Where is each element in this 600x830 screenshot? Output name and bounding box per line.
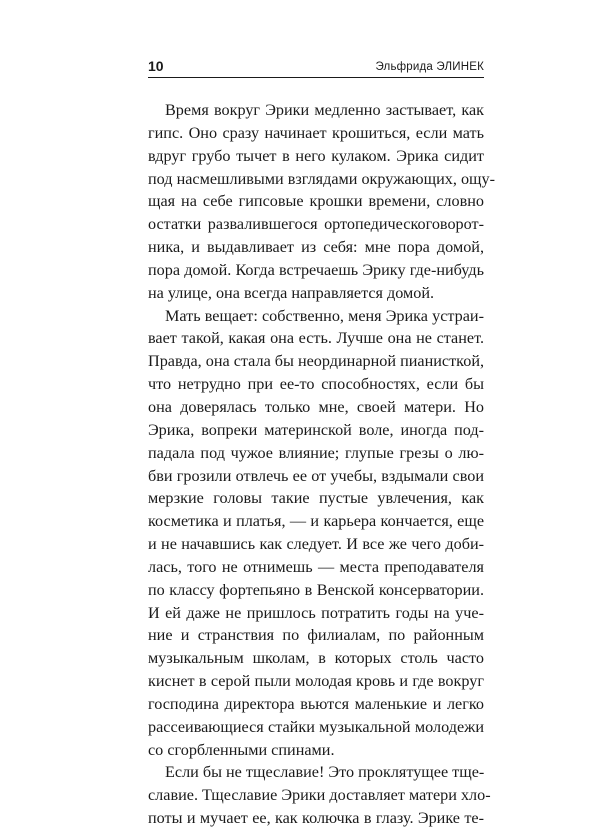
text-line: остатки развалившегося ортопедическоговорот- <box>148 215 484 234</box>
text-line: лась, того не отнимешь — места преподавателя <box>148 557 484 576</box>
text-line: и не начавшись как следует. И все же чего доби- <box>148 535 484 554</box>
text-line: Время вокруг Эрики медленно застывает, как <box>165 101 484 119</box>
text-line: она доверялась только мне, своей матери. Но <box>148 397 484 416</box>
text-line: под насмешливыми взглядами окружающих, ощу- <box>148 169 496 188</box>
text-line: музыкальным школам, в которых столь часто <box>148 649 484 668</box>
running-head <box>148 57 484 78</box>
text-line: щая на себе гипсовые крошки времени, словно <box>148 192 484 211</box>
text-line: бви грозили отвлечь ее от учебы, вздымали свои <box>148 466 484 485</box>
text-line: со сгорбленными спинами. <box>148 740 335 759</box>
text-line: на улице, она всегда направляется домой. <box>148 283 435 302</box>
body-text <box>148 99 496 830</box>
text-line: что нетрудно при ее-то способностях, если бы <box>148 375 484 394</box>
text-line: падала под чужое влияние; глупые грезы о лю- <box>148 443 484 462</box>
text-line: славие. Тщеславие Эрики доставляет матери хло- <box>148 786 491 805</box>
text-line: гипс. Оно сразу начинает крошиться, если мать <box>148 123 484 142</box>
text-line: ника, и выдавливает из себя: мне пора домой, <box>148 238 484 257</box>
text-line: Эрика, вопреки материнской воле, иногда под- <box>148 420 484 439</box>
text-line: по классу фортепьяно в Венской консерватории. <box>148 580 484 599</box>
text-line: господина директора вьются маленькие и легко <box>148 694 484 713</box>
page-number: 10 <box>148 58 164 74</box>
text-line: Правда, она стала бы неординарной пианисткой, <box>148 352 485 371</box>
text-line: рассеивающиеся стайки музыкальной молодежи <box>148 717 484 736</box>
text-line: киснет в серой пыли молодая кровь и где вокруг <box>148 672 484 691</box>
text-line: И ей даже не пришлось потратить годы на уче- <box>148 603 484 622</box>
text-line: мерзкие головы такие пустые увлечения, как <box>148 489 484 508</box>
text-line: пора домой. Когда встречаешь Эрику где-нибудь <box>148 260 484 279</box>
text-line: Мать вещает: собственно, меня Эрика устраи- <box>165 306 484 325</box>
text-line: поты и мучает ее, как колючка в глазу. Эрике те- <box>148 809 484 828</box>
text-line: косметика и платья, — и карьера кончается, еще <box>148 512 484 531</box>
text-line: вает такой, какая она есть. Лучше она не станет. <box>148 329 484 348</box>
author-name: Эльфрида ЭЛИНЕК <box>375 61 484 73</box>
text-line: вдруг грубо тычет в него кулаком. Эрика сидит <box>148 146 484 165</box>
text-line: ние и странствия по филиалам, по районным <box>148 626 484 645</box>
text-line: Если бы не тщеславие! Это проклятущее тще- <box>165 763 485 782</box>
